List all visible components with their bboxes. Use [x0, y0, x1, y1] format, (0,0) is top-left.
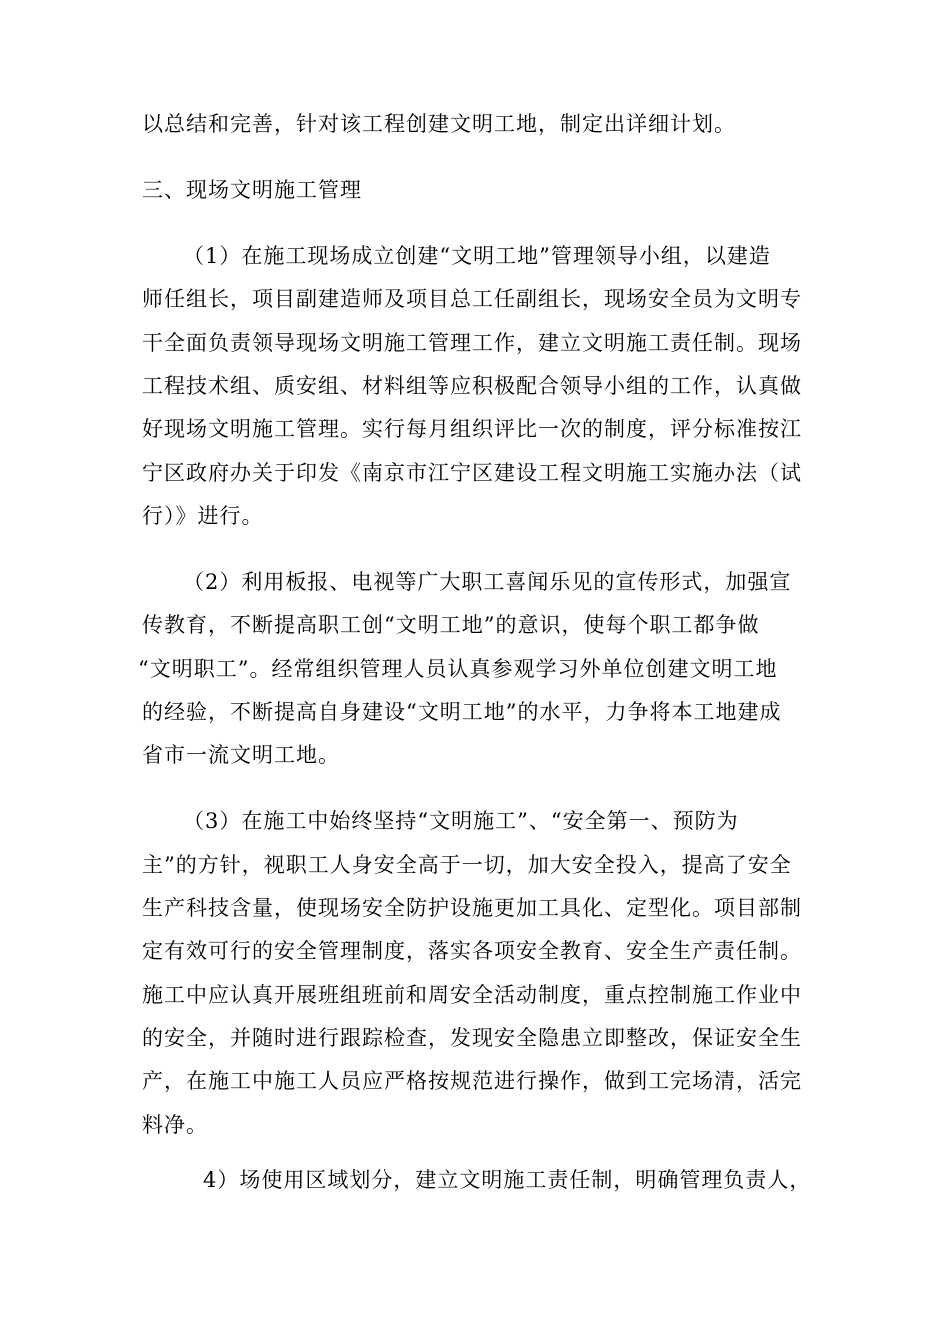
section-heading: 三、现场文明施工管理	[142, 178, 362, 202]
paragraph-2-line: 省市一流文明工地。	[142, 743, 340, 767]
paragraph-3-line: 产，在施工中施工人员应严格按规范进行操作，做到工完场清，活完	[142, 1069, 802, 1093]
text-line: 以总结和完善，针对该工程创建文明工地，制定出详细计划。	[142, 112, 736, 136]
paragraph-4-line: 4）场使用区域划分，建立文明施工责任制，明确管理负责人，	[203, 1168, 812, 1192]
paragraph-2-line: 传教育，不断提高职工创“文明工地”的意识，使每个职工都争做	[142, 613, 760, 637]
paragraph-3-line: 施工中应认真开展班组班前和周安全活动制度，重点控制施工作业中	[142, 983, 802, 1007]
paragraph-1-line: （1）在施工现场成立创建“文明工地”管理领导小组，以建造	[183, 244, 771, 268]
paragraph-1-line: 工程技术组、质安组、材料组等应积极配合领导小组的工作，认真做	[142, 374, 802, 398]
paragraph-3-line: 料净。	[142, 1113, 208, 1137]
paragraph-2-line: 的经验，不断提高自身建设“文明工地”的水平，力争将本工地建成	[142, 700, 782, 724]
paragraph-1-line: 行）》进行。	[142, 504, 264, 528]
paragraph-3-line: 的安全，并随时进行跟踪检查，发现安全隐患立即整改，保证安全生	[142, 1026, 802, 1050]
paragraph-3-line: 定有效可行的安全管理制度，落实各项安全教育、安全生产责任制。	[142, 939, 802, 963]
paragraph-2-line: “文明职工”。经常组织管理人员认真参观学习外单位创建文明工地	[138, 657, 778, 681]
paragraph-2-line: （2）利用板报、电视等广大职工喜闻乐见的宣传形式，加强宣	[183, 570, 792, 594]
paragraph-3-line: 主”的方针，视职工人身安全高于一切，加大安全投入，提高了安全	[142, 853, 792, 877]
paragraph-3-line: 生产科技含量，使现场安全防护设施更加工具化、定型化。项目部制	[142, 896, 802, 920]
paragraph-1-line: 师任组长，项目副建造师及项目总工任副组长，现场安全员为文明专	[142, 287, 802, 311]
paragraph-3-line: （3）在施工中始终坚持“文明施工”、“安全第一、预防为	[183, 809, 739, 833]
paragraph-1-line: 好现场文明施工管理。实行每月组织评比一次的制度，评分标准按江	[142, 417, 802, 441]
paragraph-1-line: 宁区政府办关于印发《南京市江宁区建设工程文明施工实施办法（试	[142, 461, 802, 485]
paragraph-1-line: 干全面负责领导现场文明施工管理工作，建立文明施工责任制。现场	[142, 331, 802, 355]
